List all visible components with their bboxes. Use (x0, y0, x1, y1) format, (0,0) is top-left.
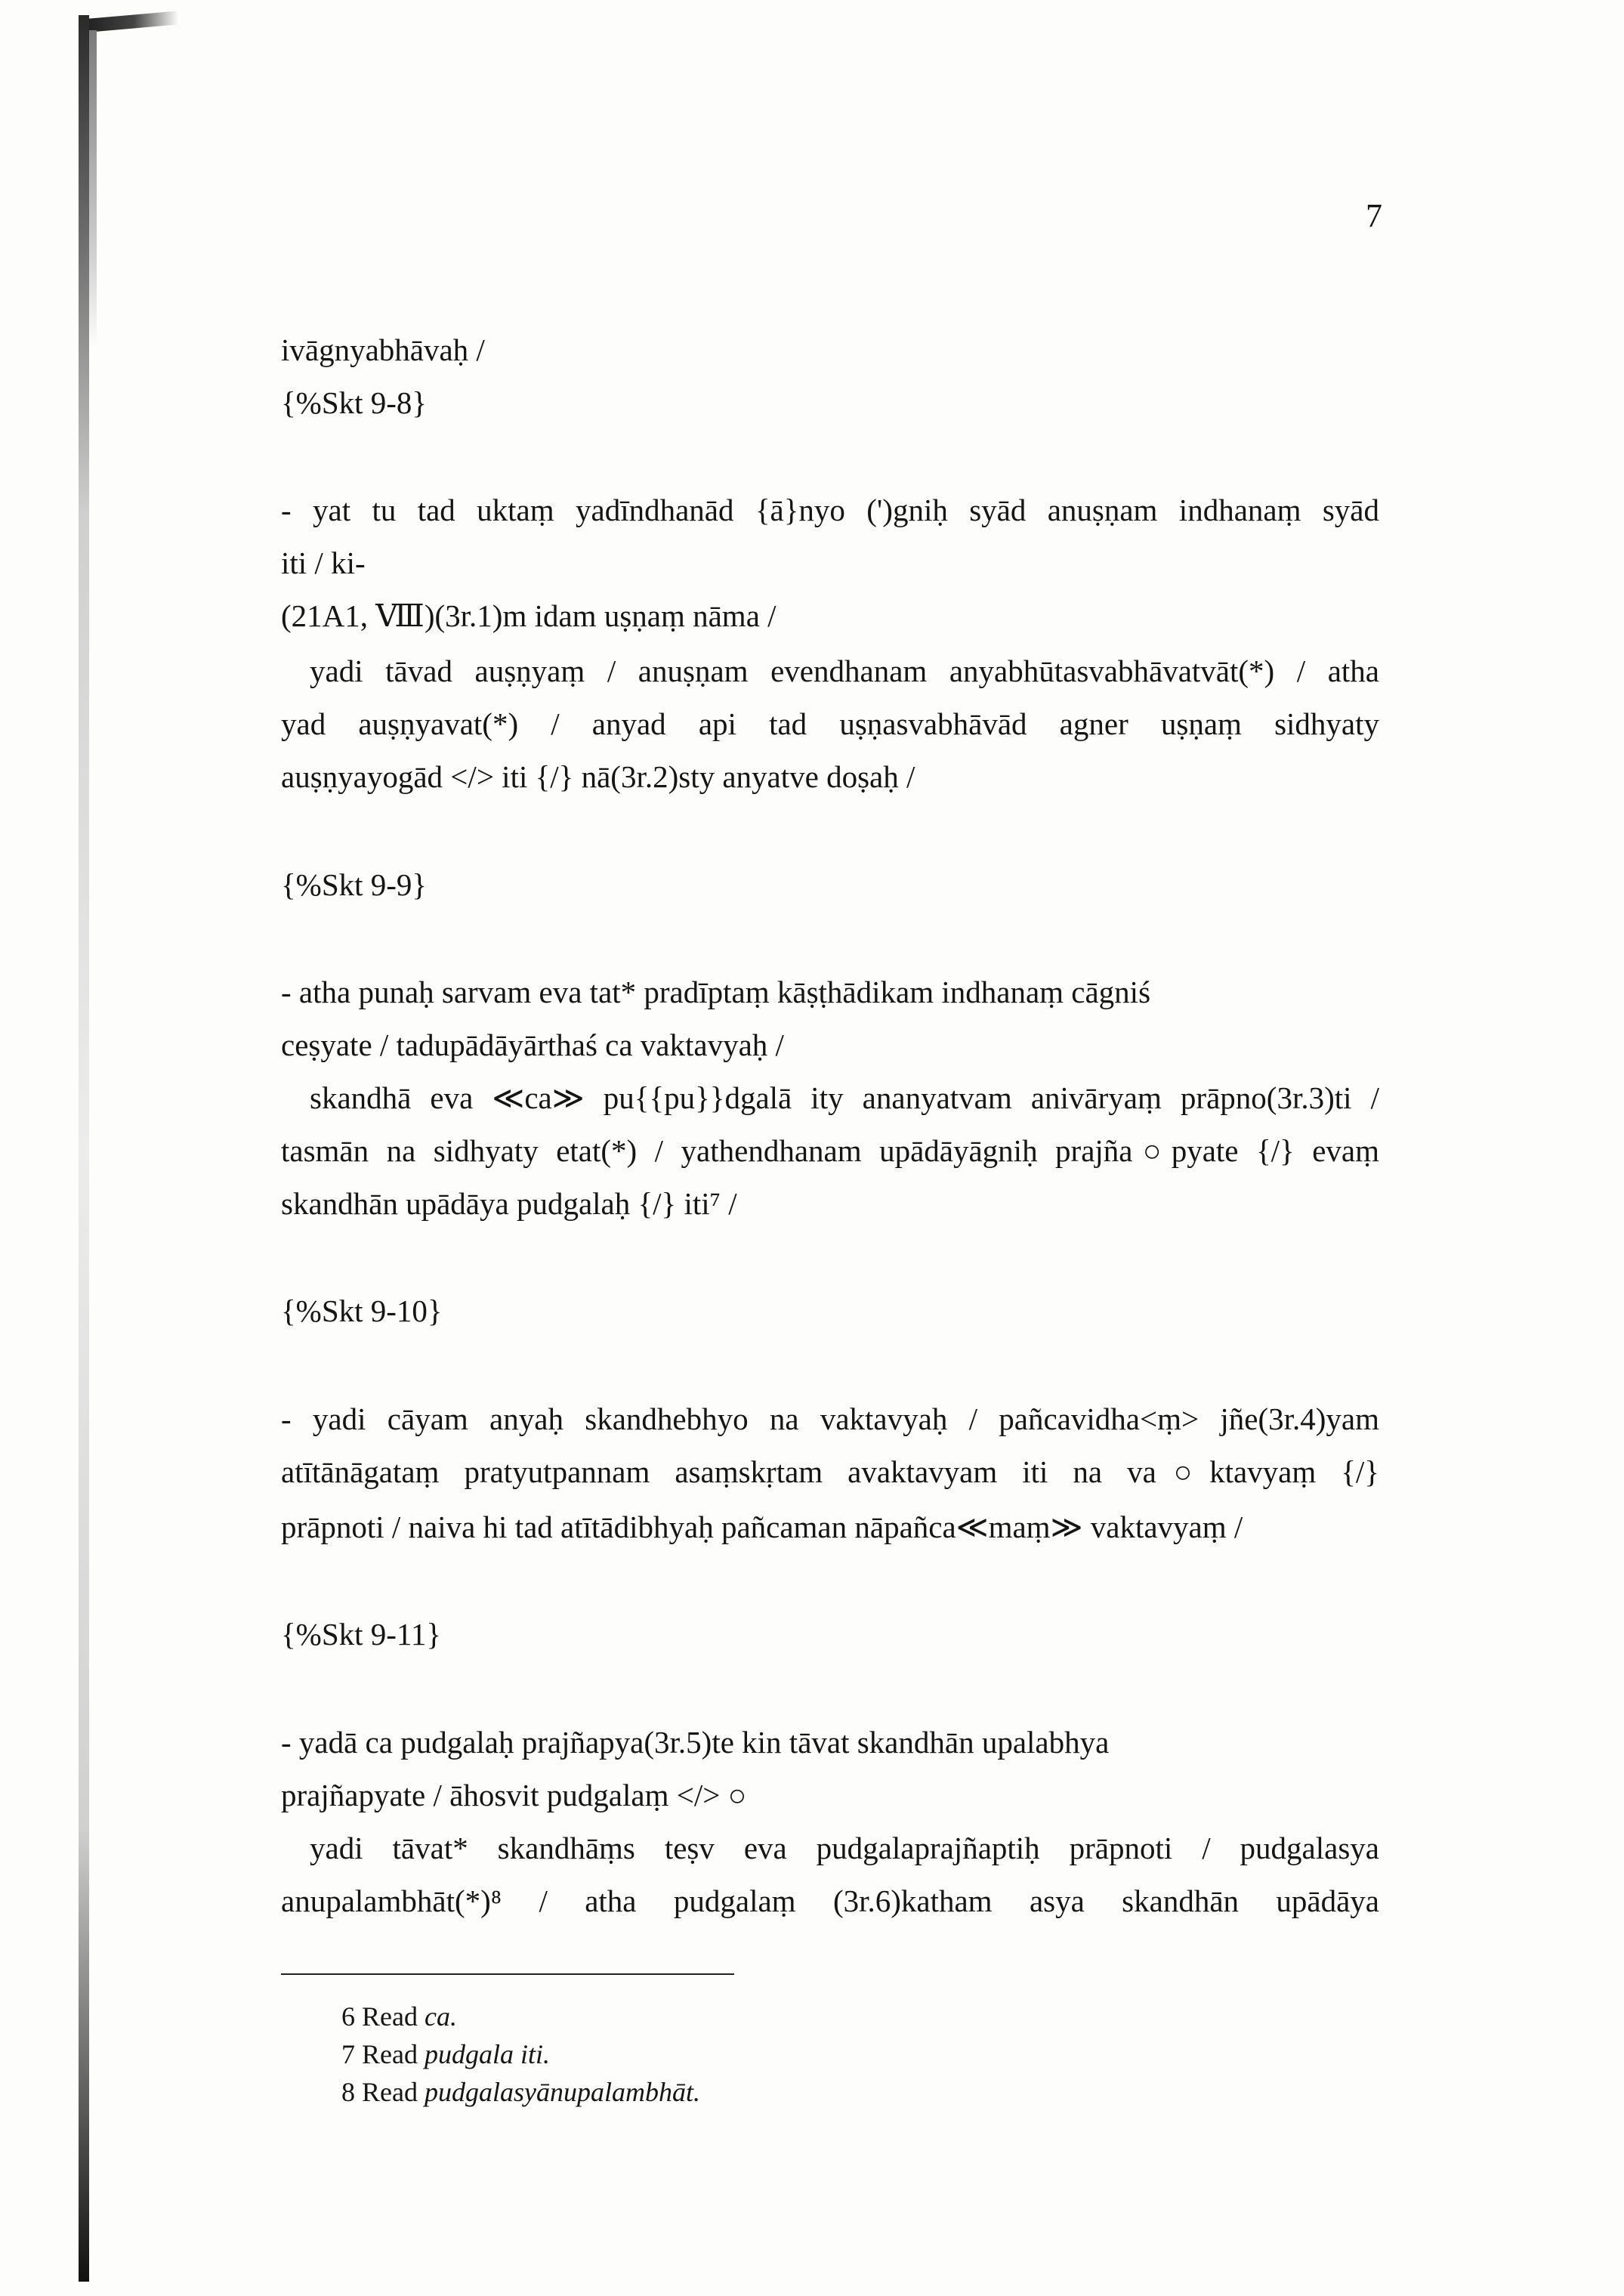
text-line: prajñapyate / āhosvit pudgalaṃ </> ○ (281, 1778, 747, 1812)
text-line: tasmān na sidhyaty etat(*) / yathendhanam upādāyāgniḥ prajña○pyate {/} evaṃ (281, 1133, 1379, 1168)
footnote-label: Read (362, 2039, 418, 2069)
footnote (341, 2076, 700, 2108)
section-marker: {%Skt 9-8} (281, 385, 428, 420)
text-line: yadi tāvat* skandhāṃs teṣv eva pudgalaprajñaptiḥ prāpnoti / pudgalasya (310, 1831, 1379, 1865)
text-line: - yat tu tad uktaṃ yadīndhanād {ā}nyo (')gniḥ syād anuṣṇam indhanaṃ syād (281, 493, 1379, 527)
footnote-label: Read (362, 2001, 418, 2032)
section-marker: {%Skt 9-9} (281, 867, 428, 902)
footnote (341, 2001, 457, 2032)
footnote-label: Read (362, 2077, 418, 2107)
footnote-number: 8 (341, 2077, 355, 2107)
text-line: auṣṇyayogād </> iti {/} nā(3r.2)sty anyatve doṣaḥ / (281, 759, 915, 794)
footnote-text: pudgalasyānupalambhāt. (424, 2077, 700, 2107)
scan-edge-left (79, 15, 89, 2282)
footnote-text: pudgala iti. (424, 2039, 550, 2069)
text-line: - yadā ca pudgalaḥ prajñapya(3r.5)te kin tāvat skandhān upalabhya (281, 1725, 1110, 1760)
text-line: iti / ki- (281, 545, 366, 580)
text-line: anupalambhāt(*)⁸ / atha pudgalaṃ (3r.6)katham asya skandhān upādāya (281, 1883, 1379, 1918)
footnote (341, 2038, 550, 2070)
section-marker: {%Skt 9-10} (281, 1293, 443, 1328)
text-line: prāpnoti / naiva hi tad atītādibhyaḥ pañcaman nāpañca≪maṃ≫ vaktavyaṃ / (281, 1510, 1243, 1544)
text-line: ivāgnyabhāvaḥ / (281, 332, 485, 367)
section-marker: {%Skt 9-11} (281, 1617, 442, 1652)
text-line: (21A1, Ⅷ)(3r.1)m idam uṣṇaṃ nāma / (281, 598, 776, 633)
scan-edge-left-shadow (89, 30, 97, 348)
footnote-divider (281, 1973, 734, 1975)
footnote-text: ca. (424, 2001, 457, 2032)
text-line: atītānāgataṃ pratyutpannam asaṃskṛtam avaktavyam iti na va○ktavyaṃ {/} (281, 1454, 1379, 1489)
footnote-number: 7 (341, 2039, 355, 2069)
text-line: ceṣyate / tadupādāyārthaś ca vaktavyaḥ / (281, 1027, 784, 1062)
footnote-number: 6 (341, 2001, 355, 2032)
text-line: yadi tāvad auṣṇyaṃ / anuṣṇam evendhanam anyabhūtasvabhāvatvāt(*) / atha (310, 654, 1379, 688)
text-line: - atha punaḥ sarvam eva tat* pradīptaṃ kāṣṭhādikam indhanaṃ cāgniś (281, 975, 1151, 1009)
text-line: skandhān upādāya pudgalaḥ {/} iti⁷ / (281, 1186, 737, 1221)
text-line: skandhā eva ≪ca≫ pu{{pu}}dgalā ity ananyatvam anivāryaṃ prāpno(3r.3)ti / (310, 1080, 1379, 1115)
page-number: 7 (1366, 197, 1382, 234)
text-line: yad auṣṇyavat(*) / anyad api tad uṣṇasvabhāvād agner uṣṇaṃ sidhyaty (281, 706, 1379, 741)
text-line: - yadi cāyam anyaḥ skandhebhyo na vaktavyaḥ / pañcavidha<ṃ> jñe(3r.4)yam (281, 1401, 1379, 1436)
